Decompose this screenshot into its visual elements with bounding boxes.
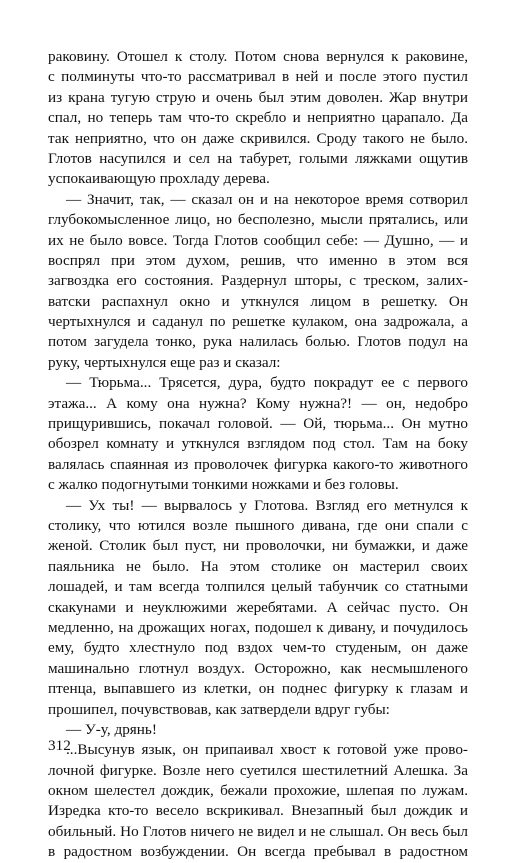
text-line: столику, что ютился возле пышного дивана, где они спали с [48, 516, 468, 534]
text-line: загвоздка его состояния. Раздернул шторы, с треском, залих- [48, 272, 468, 290]
text-line: — Тюрьма... Трясется, дура, будто покрадут ее с первого [66, 374, 468, 392]
text-line: женой. Столик был пуст, ни проволочки, ни бумажки, и даже [48, 537, 468, 555]
text-line: воспрял при этом духом, решив, что именно в этом вся [48, 251, 468, 269]
text-line: птенца, выпавшего из клетки, он поднес фигурку к глазам и [48, 680, 468, 698]
page-number: 312 [48, 737, 71, 754]
text-line: скакунами и неуклюжими жеребятами. А сейчас пусто. Он [48, 598, 468, 616]
text-line: окном шелестел дождик, бежали прохожие, шлепая по лужам. [48, 782, 468, 800]
text-line: — У-у, дрянь! [66, 720, 157, 738]
text-line: прошипел, почувствовав, как затвердели вдруг губы: [48, 700, 390, 718]
text-line: глубокомысленное лицо, но бесполезно, мысли прятались, или [48, 211, 468, 229]
text-line: лошадей, и там всегда толпился целый табунчик со статными [48, 578, 468, 596]
text-line: машинально глотнул воздух. Осторожно, как несмышленого [48, 659, 468, 677]
text-line: их не было вовсе. Тогда Глотов сообщил себе: — Душно, — и [48, 231, 468, 249]
text-line: этажа... А кому она нужна? Кому нужна?! — он, недобро [48, 394, 468, 412]
text-line: — Ух ты! — вырвалось у Глотова. Взгляд его метнулся к [66, 496, 468, 514]
text-line: Глотов насупился и сел на табурет, голыми ляжками ощутив [48, 149, 468, 167]
text-line: лочной фигурке. Возле него суетился шестилетний Алешка. За [48, 761, 468, 779]
text-line: руку, чертыхнулся еще раз и сказал: [48, 353, 281, 371]
text-line: из крана тугую струю и очень был этим доволен. Жар внутри [48, 88, 468, 106]
body-text [48, 47, 468, 863]
text-line: чертыхнулся и саданул по решетке кулаком, она задрожала, а [48, 313, 468, 331]
text-line: с жалко подогнутыми тонкими ножками и без головы. [48, 476, 399, 494]
text-line: ...Высунув язык, он припаивал хвост к готовой уже прово- [66, 741, 468, 759]
text-line: раковину. Отошел к столу. Потом снова вернулся к раковине, [48, 48, 468, 65]
text-line: спал, но теперь там что-то скребло и неприятно царапало. Да [48, 109, 468, 127]
text-line: так неприятно, что он даже скривился. Сроду такого не было. [48, 129, 468, 147]
text-line: медленно, на дрожащих ногах, подошел к дивану, и почудилось [48, 618, 468, 636]
text-line: ему, будто хлестнуло под вздох чем-то студеным, он даже [48, 639, 468, 657]
text-line: паяльника не было. На этом столике он мастерил своих [48, 557, 468, 575]
text-line: — Значит, так, — сказал он и на некоторое время сотворил [66, 190, 468, 208]
text-line: в радостном возбуждении. Он всегда пребывал в радостном [48, 843, 468, 861]
text-line: обильный. Но Глотов ничего не видел и не слышал. Он весь был [48, 822, 468, 840]
text-line: потом загудела тонко, рука налилась болью. Глотов подул на [48, 333, 468, 351]
text-line: Изредка кто-то весело вскрикивал. Внезапный был дождик и [48, 802, 468, 820]
text-line: прищурившись, покачал головой. — Ой, тюрьма... Он мутно [48, 415, 468, 433]
text-line: ватски распахнул окно и уткнулся лицом в решетку. Он [48, 292, 468, 310]
text-line: успокаивающую прохладу дерева. [48, 170, 270, 188]
text-line: валялась спаянная из проволочек фигурка какого-то животного [48, 455, 468, 473]
text-line: с полминуты что-то рассматривал в ней и после этого пустил [48, 68, 468, 86]
text-line: обозрел комнату и уткнулся взглядом под стол. Там на боку [48, 435, 468, 453]
